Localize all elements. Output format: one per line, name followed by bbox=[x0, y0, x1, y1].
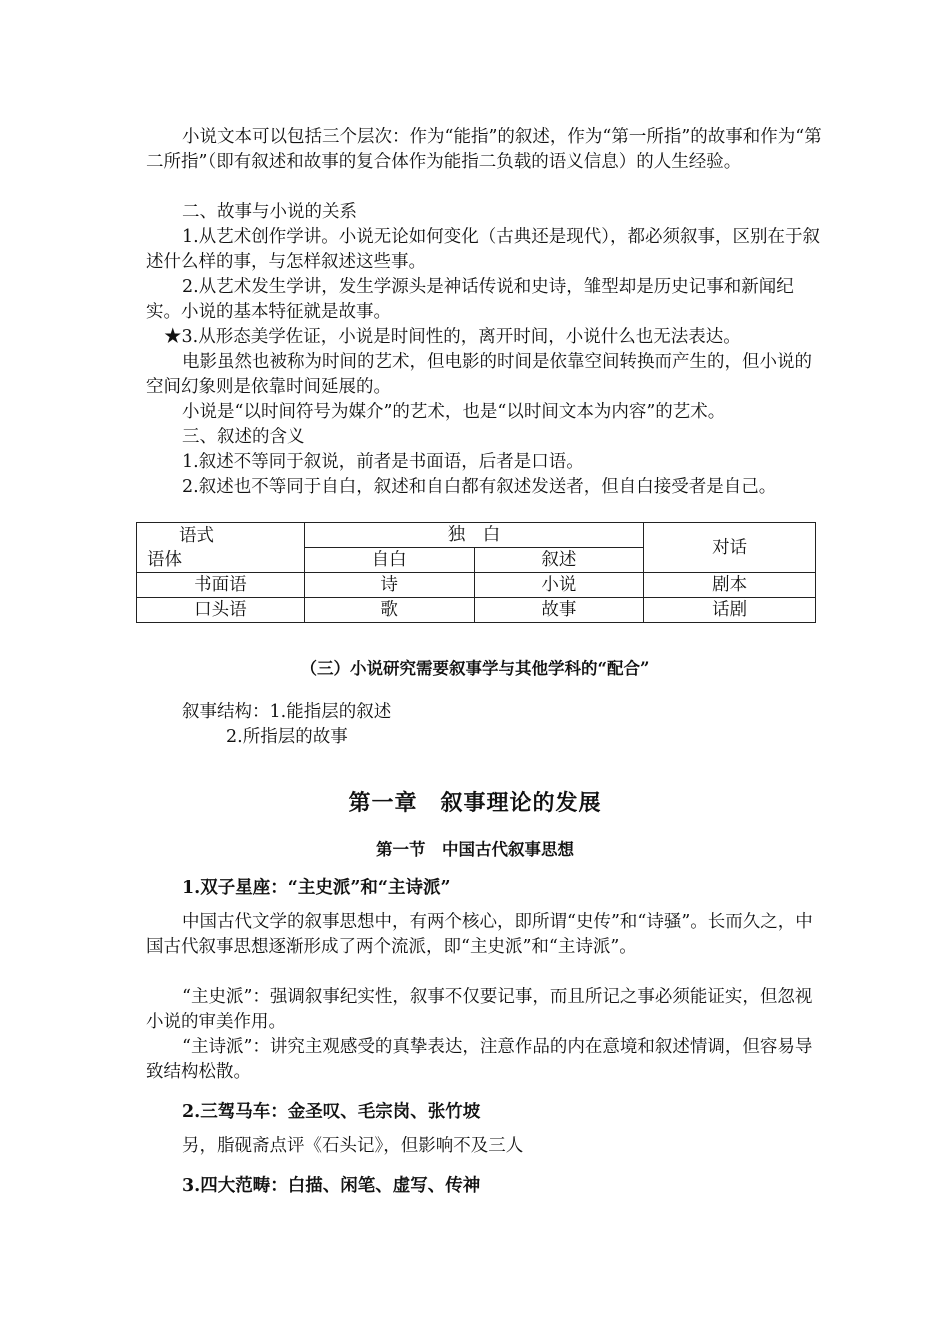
corner-label-register: 语体 bbox=[147, 549, 182, 570]
paragraph-film-time: 电影虽然也被称为时间的艺术，但电影的时间是依靠空间转换而产生的，但小说的空间幻象则是依靠时间延展的。 bbox=[146, 352, 812, 397]
heading-narration-meaning: 三、叙述的含义 bbox=[182, 427, 305, 447]
style-register-table bbox=[136, 522, 816, 623]
paragraph-narration-vs-monologue: 2.叙述也不等同于自白，叙述和自白都有叙述发送者，但自白接受者是自己。 bbox=[182, 477, 777, 497]
section-title: 第一节 中国古代叙事思想 bbox=[376, 840, 574, 859]
heading-story-novel-relation: 二、故事与小说的关系 bbox=[182, 202, 357, 222]
paragraph-two-schools: 中国古代文学的叙事思想中，有两个核心，即所谓“史传”和“诗骚”。长而久之，中国古代叙事思想逐渐形成了两个流派，即“主史派”和“主诗派”。 bbox=[146, 912, 813, 957]
paragraph-art-creation: 1.从艺术创作学讲。小说无论如何变化（古典还是现代），都必须叙事，区别在于叙述什么样的事，与怎样叙述这些事。 bbox=[146, 227, 820, 272]
paragraph-time-medium: 小说是“以时间符号为媒介”的艺术，也是“以时间文本为内容”的艺术。 bbox=[182, 402, 726, 422]
table-row bbox=[137, 598, 816, 623]
heading-four-categories: 3.四大范畴：白描、闲笔、虚写、传神 bbox=[182, 1176, 481, 1196]
heading-three-critics: 2.三驾马车：金圣叹、毛宗岗、张竹坡 bbox=[182, 1102, 481, 1122]
paragraph-history-school: “主史派”：强调叙事纪实性，叙事不仅要记事，而且所记之事必须能证实，但忽视小说的审美作用。 bbox=[146, 987, 813, 1032]
paragraph-form-aesthetics: ★3.从形态美学佐证，小说是时间性的，离开时间，小说什么也无法表达。 bbox=[164, 327, 741, 347]
corner-label-mode: 语式 bbox=[179, 525, 214, 546]
heading-twin-stars: 1.双子星座：“主史派”和“主诗派” bbox=[182, 878, 451, 898]
row-label: 书面语 bbox=[137, 573, 305, 598]
paragraph-three-levels: 小说文本可以包括三个层次：作为“能指”的叙述，作为“第一所指”的故事和作为“第二所指”（即有叙述和故事的复合体作为能指二负载的语义信息）的人生经验。 bbox=[146, 127, 822, 172]
paragraph-zhiyanzhai: 另，脂砚斋点评《石头记》，但影响不及三人 bbox=[182, 1136, 524, 1156]
table-cell: 剧本 bbox=[644, 573, 816, 598]
chapter-title: 第一章 叙事理论的发展 bbox=[348, 791, 602, 816]
header-self-talk: 自白 bbox=[304, 548, 474, 573]
table-cell: 歌 bbox=[304, 598, 474, 623]
paragraph-narration-vs-telling: 1.叙述不等同于叙说，前者是书面语，后者是口语。 bbox=[182, 452, 584, 472]
narrative-structure-line2: 2.所指层的故事 bbox=[226, 727, 348, 747]
table-cell: 诗 bbox=[304, 573, 474, 598]
header-monologue: 独 白 bbox=[304, 523, 643, 548]
row-label: 口头语 bbox=[137, 598, 305, 623]
table-cell: 话剧 bbox=[644, 598, 816, 623]
table-row bbox=[137, 573, 816, 598]
table-corner-cell bbox=[137, 523, 305, 573]
narrative-structure-line1: 叙事结构：1.能指层的叙述 bbox=[182, 702, 392, 722]
table-cell: 故事 bbox=[474, 598, 644, 623]
paragraph-art-genesis: 2.从艺术发生学讲，发生学源头是神话传说和史诗，雏型却是历史记事和新闻纪实。小说的基本特征就是故事。 bbox=[146, 277, 794, 322]
header-dialogue: 对话 bbox=[644, 523, 816, 573]
table-cell: 小说 bbox=[474, 573, 644, 598]
paragraph-poetry-school: “主诗派”：讲究主观感受的真挚表达，注意作品的内在意境和叙述情调，但容易导致结构松散。 bbox=[146, 1037, 813, 1082]
section-three-heading: （三）小说研究需要叙事学与其他学科的“配合” bbox=[300, 659, 650, 678]
header-narration: 叙述 bbox=[474, 548, 644, 573]
